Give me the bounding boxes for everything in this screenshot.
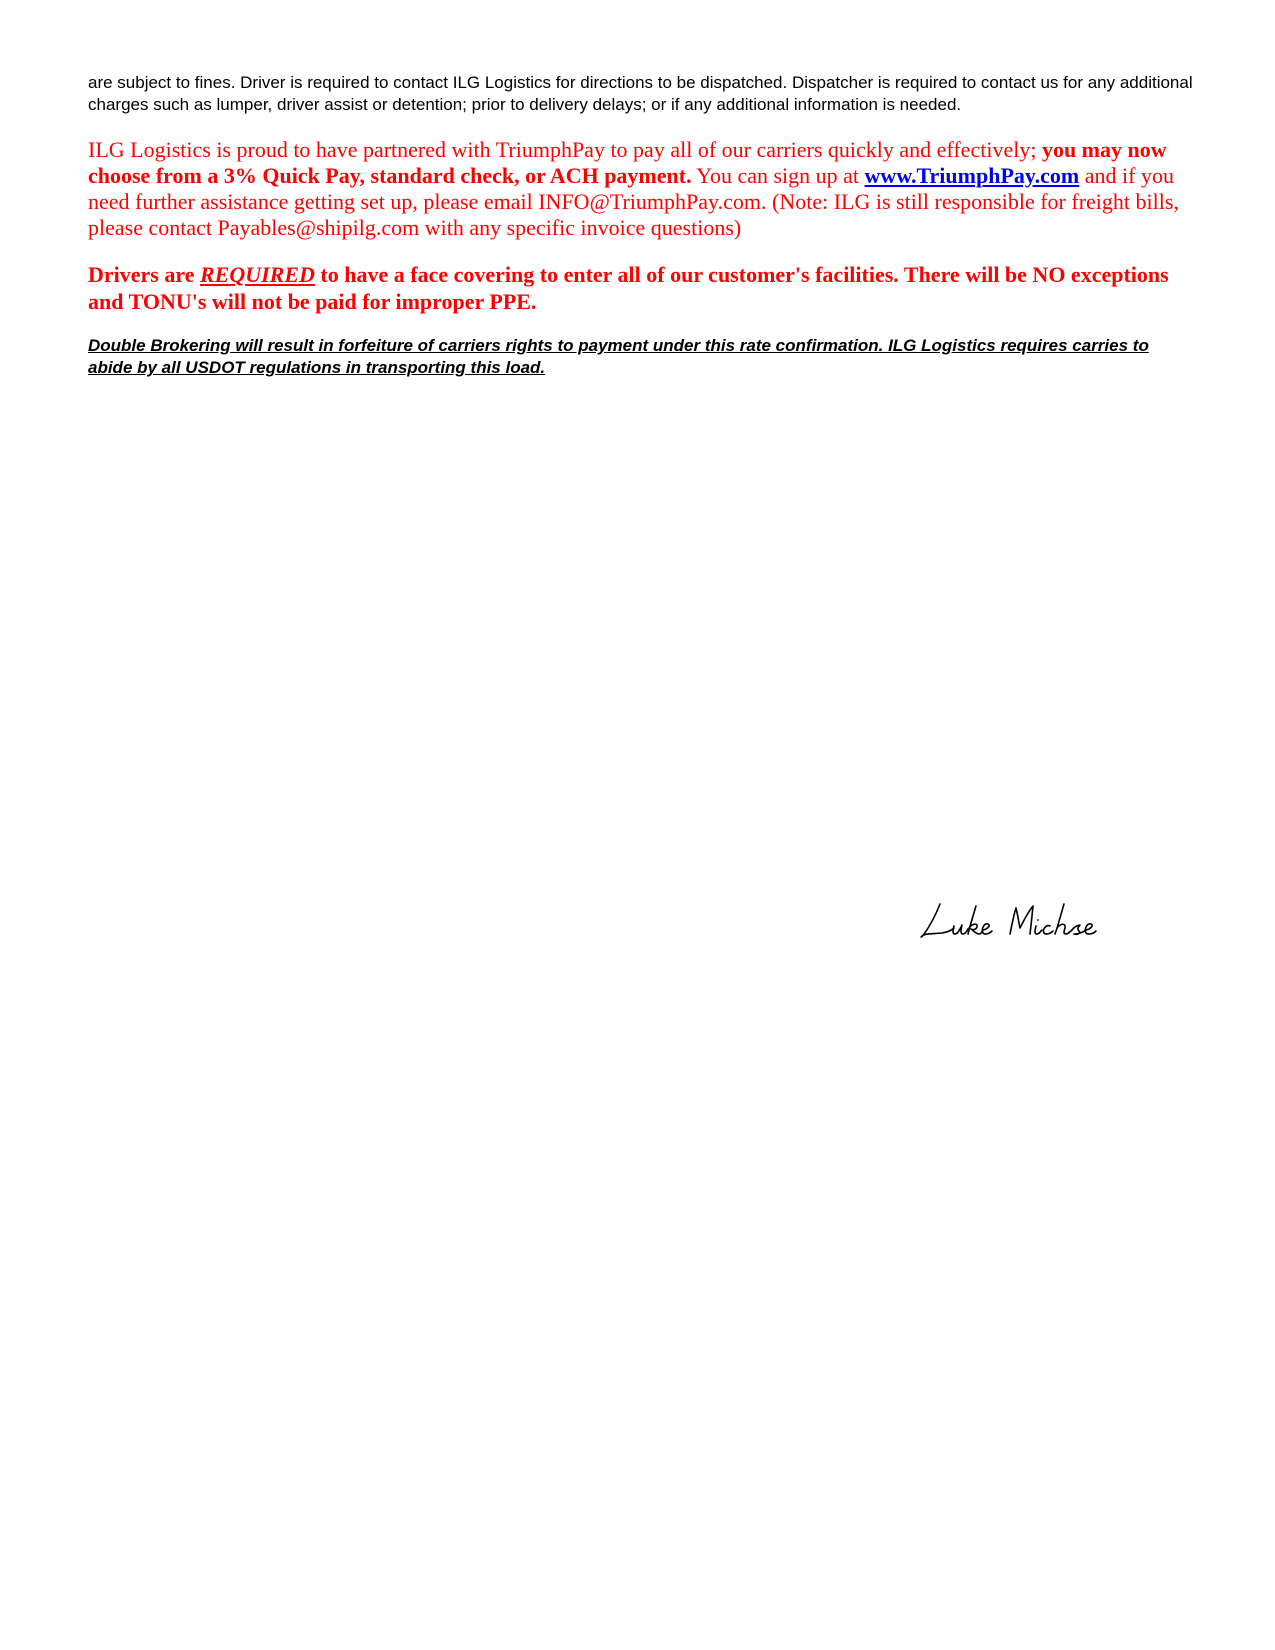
document-content xyxy=(88,72,1193,379)
signup-text: You can sign up at xyxy=(691,163,865,188)
payment-options-text: you may now choose from a 3% Quick Pay, standard check, or ACH payment. xyxy=(88,137,1167,188)
ppe-notice-paragraph xyxy=(88,261,1193,315)
ppe-post: to have a face covering to enter all of our customer's facilities. There will be NO exceptions and TONU's will not be paid for improper PPE. xyxy=(88,262,1169,314)
double-brokering-notice: Double Brokering will result in forfeiture of carriers rights to payment under this rate confirmation. ILG Logistics requires carries to abide by all USDOT regulations in transporting this load. xyxy=(88,336,1149,377)
signature xyxy=(918,896,1110,944)
triumphpay-paragraph xyxy=(88,137,1193,241)
driver-instructions-paragraph: are subject to fines. Driver is required to contact ILG Logistics for directions to be dispatched. Dispatcher is required to contact us for any additional charges such as lumper, driver assist or detention; prior to delivery delays; or if any additional information is needed. xyxy=(88,73,1193,114)
required-emphasis: REQUIRED xyxy=(200,262,315,287)
triumphpay-intro: ILG Logistics is proud to have partnered with TriumphPay to pay all of our carriers quickly and effectively; xyxy=(88,137,1042,162)
triumphpay-link[interactable]: www.TriumphPay.com xyxy=(864,163,1080,188)
triumphpay-rest: and if you need further assistance getting set up, please email INFO@TriumphPay.com. (Note: ILG is still responsible for freight bills, please contact Payables@shipilg.com with any specific invoice questions) xyxy=(88,163,1179,240)
ppe-pre: Drivers are xyxy=(88,262,200,287)
